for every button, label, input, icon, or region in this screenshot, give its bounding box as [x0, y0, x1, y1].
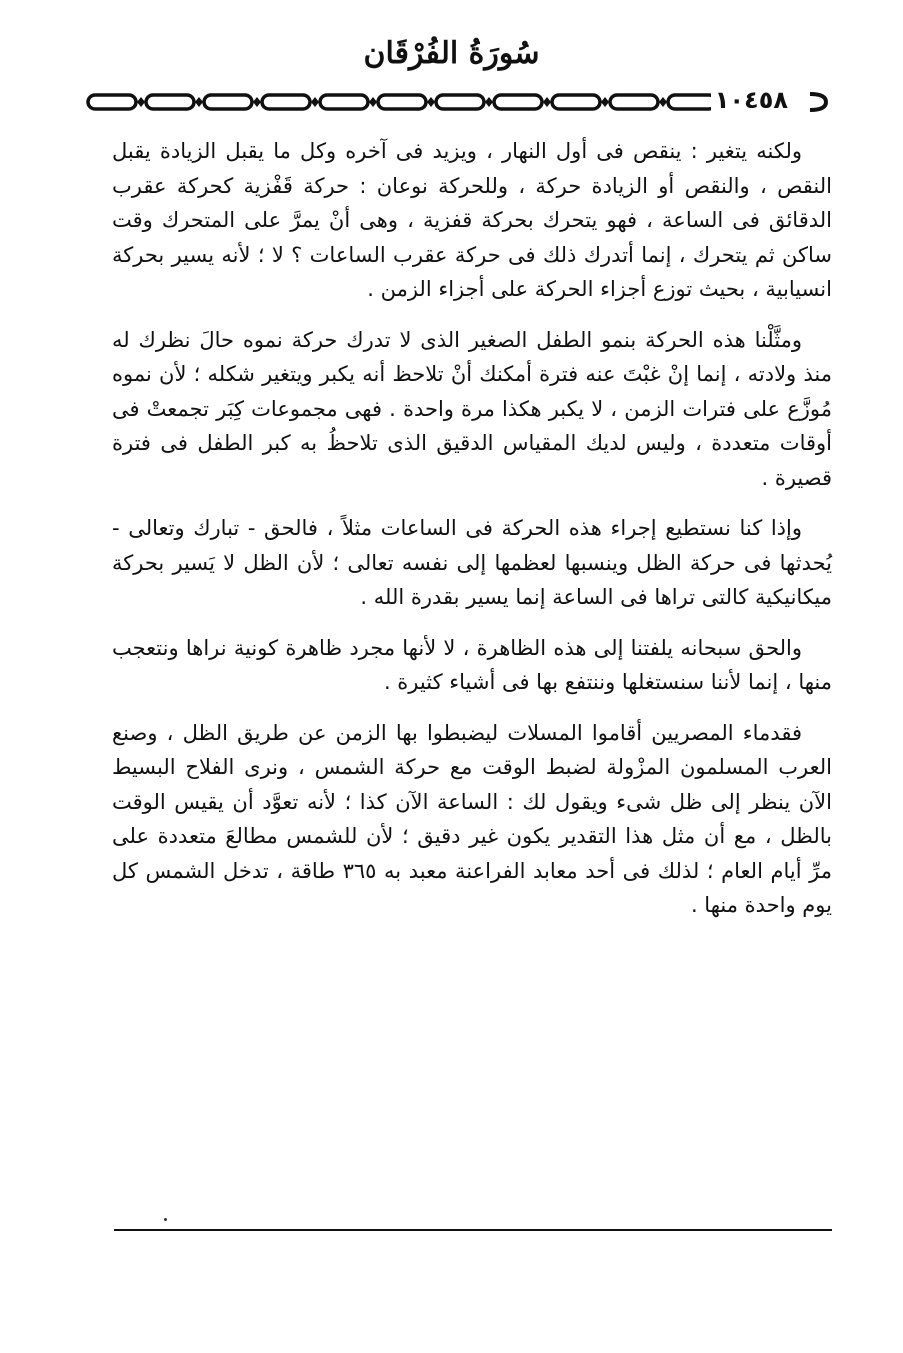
chain-diamond: [195, 97, 203, 107]
chain-diamond: [311, 97, 319, 107]
chain-link: [146, 95, 194, 109]
chain-diamond: [485, 97, 493, 107]
paragraph-text: ولكنه يتغير : ينقص فى أول النهار ، ويزيد فى آخره وكل ما يقبل الزيادة يقبل النقص ، والنقص أو الزيادة حركة ، وللحركة نوعان : حركة قَفْزية كحركة عقرب الدقائق فى الساعة ، فهو يتحرك بحركة قفزية ، وهى أنْ يمرَّ على المتحرك وقت ساكن ثم يتحرك ، إنما أتدرك ذلك فى حركة عقرب الساعات ؟ لا ؛ لأنه يسير بحركة انسيابية ، بحيث توزع أجزاء الحركة على أجزاء الزمن .: [112, 139, 832, 301]
chain-diamond: [659, 97, 667, 107]
chain-end-bracket: [810, 94, 826, 110]
chain-link: [552, 95, 600, 109]
chain-diamond: [369, 97, 377, 107]
paragraph-5: [112, 716, 832, 923]
chain-diamond: [543, 97, 551, 107]
paragraph-3: [112, 511, 832, 615]
paragraph-2: [112, 323, 832, 496]
chain-link: [494, 95, 542, 109]
chain-link: [436, 95, 484, 109]
body-text: [112, 134, 832, 939]
paragraph-text: فقدماء المصريين أقاموا المسلات ليضبطوا بها الزمن عن طريق الظل ، وصنع العرب المسلمون المزْولة لضبط الوقت مع حركة الشمس ، ونرى الفلاح البسيط الآن ينظر إلى ظل شىء ويقول لك : الساعة الآن كذا ؛ لأنه تعوَّد أن يقيس الوقت بالظل ، مع أن مثل هذا التقدير يكون غير دقيق ؛ لأن للشمس مطالعَ متعددة على مرِّ أيام العام ؛ لذلك فى أحد معابد الفراعنة معبد به ٣٦٥ طاقة ، تدخل الشمس كل يوم واحدة منها .: [112, 720, 832, 917]
paragraph-1: [112, 134, 832, 307]
chain-link: [668, 95, 716, 109]
paragraph-4: [112, 631, 832, 700]
chain-diamond: [427, 97, 435, 107]
surah-title: سُورَةُ الفُرْقَان: [363, 36, 540, 71]
chain-link: [378, 95, 426, 109]
chain-diamond: [601, 97, 609, 107]
chain-link: [204, 95, 252, 109]
header-ornament-band: [82, 88, 830, 116]
chain-link: [610, 95, 658, 109]
paragraph-text: وإذا كنا نستطيع إجراء هذه الحركة فى الساعات مثلاً ، فالحق - تبارك وتعالى - يُحدثها فى حركة الظل وينسبها لعظمها إلى نفسه تعالى ؛ لأن الظل لا يَسير بحركة ميكانيكية كالتى تراها فى الساعة إنما يسير بقدرة الله .: [112, 516, 832, 609]
chain-link: [88, 95, 136, 109]
footer-dot: [164, 1218, 167, 1221]
chain-link: [320, 95, 368, 109]
page-number: ١٠٤٥٨: [711, 86, 792, 114]
chain-diamond: [137, 97, 145, 107]
paragraph-text: ومثَّلْنا هذه الحركة بنمو الطفل الصغير الذى لا تدرك حركة نموه حالَ نظرك له منذ ولادته ، إنما إنْ غبْتَ عنه فترة أمكنك أنْ تلاحظ أنه يكبر ويتغير شكله ؛ لأن نموه مُوزَّع على فترات الزمن ، لا يكبر هكذا مرة واحدة . فهى مجموعات كِبَر تجمعتْ فى أوقات متعددة ، وليس لديك المقياس الدقيق الذى تلاحظُ به كبر الطفل فى فترة قصيرة .: [112, 327, 832, 490]
chain-diamond: [253, 97, 261, 107]
footer-rule: [114, 1229, 832, 1231]
chain-link: [262, 95, 310, 109]
paragraph-text: والحق سبحانه يلفتنا إلى هذه الظاهرة ، لا لأنها مجرد ظاهرة كونية نراها ونتعجب منها ، إنما لأننا سنستغلها وننتفع بها فى أشياء كثيرة .: [112, 635, 832, 694]
